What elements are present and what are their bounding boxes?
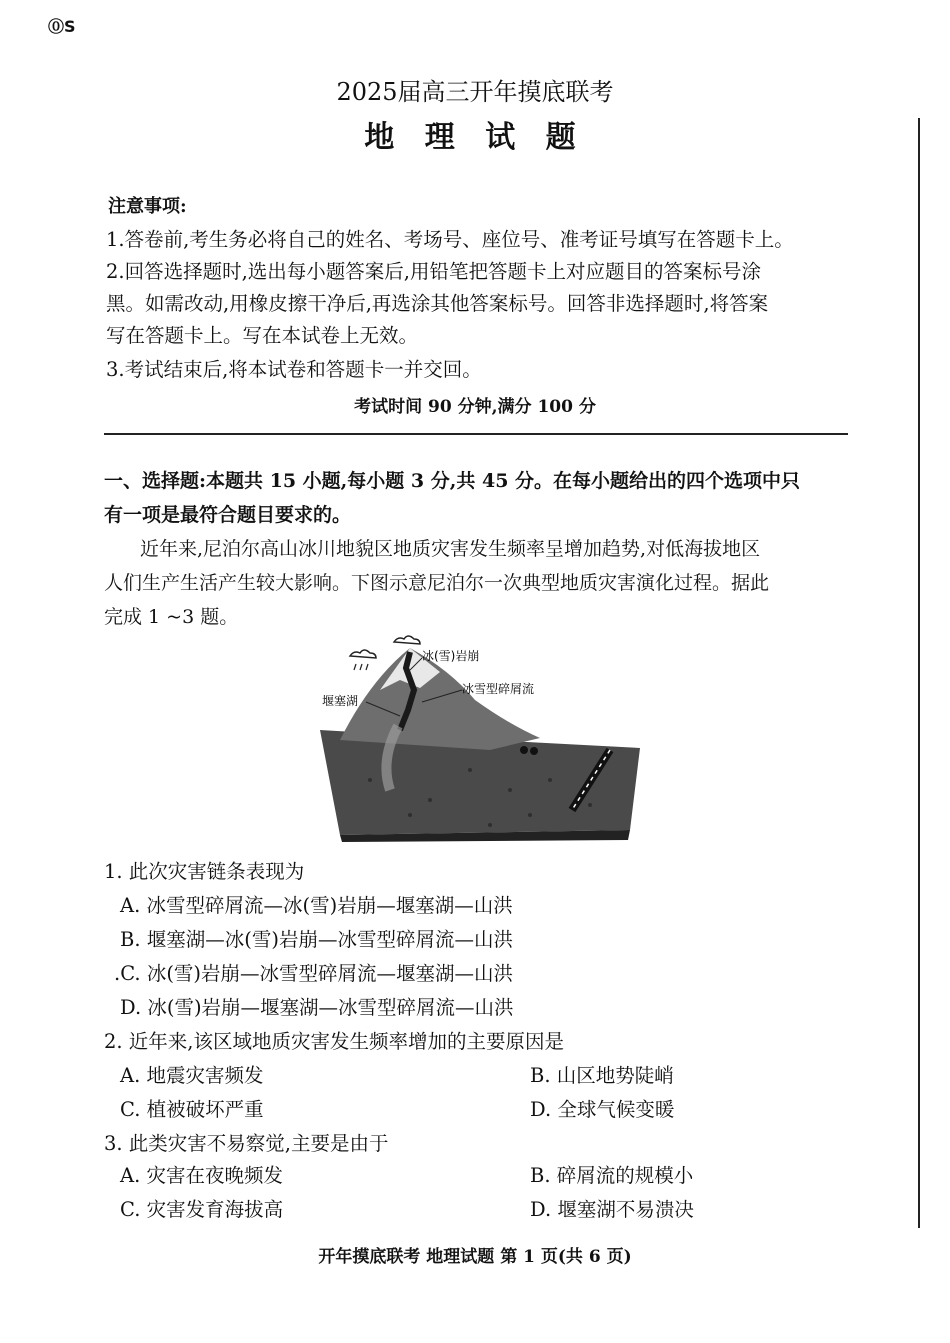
section-instructions: 一、选择题:本题共 15 小题,每小题 3 分,共 45 分。在每小题给出的四个选项中只 xyxy=(104,470,801,492)
disaster-evolution-figure xyxy=(310,630,650,842)
question-option: A. 地震灾害频发 xyxy=(120,1064,264,1087)
question-option: B. 堰塞湖—冰(雪)岩崩—冰雪型碎屑流—山洪 xyxy=(120,928,513,951)
intro-paragraph-line: 人们生产生活产生较大影响。下图示意尼泊尔一次典型地质灾害演化过程。据此 xyxy=(104,572,770,594)
question-option: B. 碎屑流的规模小 xyxy=(530,1164,694,1187)
notice-line: 1.答卷前,考生务必将自己的姓名、考场号、座位号、准考证号填写在答题卡上。 xyxy=(106,228,794,251)
question-option: A. 冰雪型碎屑流—冰(雪)岩崩—堰塞湖—山洪 xyxy=(120,894,513,917)
label-ice-rock-avalanche: 冰(雪)岩崩 xyxy=(422,649,480,663)
corner-logo-mark: ⓪S xyxy=(48,17,76,36)
page-footer: 开年摸底联考 地理试题 第 1 页(共 6 页) xyxy=(318,1247,632,1267)
question-option: D. 冰(雪)岩崩—堰塞湖—冰雪型碎屑流—山洪 xyxy=(120,996,514,1019)
mountain-shape xyxy=(340,648,540,750)
question-option: C. 灾害发育海拔高 xyxy=(120,1198,284,1221)
question-option: B. 山区地势陡峭 xyxy=(530,1064,674,1087)
section-divider xyxy=(104,433,848,435)
intro-paragraph-line: 完成 1 ~3 题。 xyxy=(104,606,239,628)
notice-line: 黑。如需改动,用橡皮擦干净后,再选涂其他答案标号。回答非选择题时,将答案 xyxy=(106,292,769,315)
section-instructions: 有一项是最符合题目要求的。 xyxy=(104,504,352,526)
question-stem: 2. 近年来,该区域地质灾害发生频率增加的主要原因是 xyxy=(104,1030,565,1053)
question-option: C. 植被破坏严重 xyxy=(120,1098,264,1121)
question-stem: 3. 此类灾害不易察觉,主要是由于 xyxy=(104,1132,389,1155)
cloud-icon xyxy=(394,636,420,644)
subject-title: 地 理 试 题 xyxy=(364,120,586,155)
exam-title: 2025届高三开年摸底联考 xyxy=(336,78,614,106)
question-stem: 1. 此次灾害链条表现为 xyxy=(104,860,305,883)
cloud-icon xyxy=(350,650,376,670)
exam-time-line: 考试时间 90 分钟,满分 100 分 xyxy=(354,397,596,417)
notice-heading: 注意事项: xyxy=(108,196,187,217)
question-option: D. 堰塞湖不易溃决 xyxy=(530,1198,694,1221)
question-option: D. 全球气候变暖 xyxy=(530,1098,675,1121)
question-option: .C. 冰(雪)岩崩—冰雪型碎屑流—堰塞湖—山洪 xyxy=(114,962,514,985)
notice-line: 2.回答选择题时,选出每小题答案后,用铅笔把答题卡上对应题目的答案标号涂 xyxy=(106,260,762,283)
right-margin-rule xyxy=(918,118,920,1228)
intro-paragraph-line: 近年来,尼泊尔高山冰川地貌区地质灾害发生频率呈增加趋势,对低海拔地区 xyxy=(140,538,761,560)
label-debris-flow: 冰雪型碎屑流 xyxy=(462,682,535,696)
notice-line: 3.考试结束后,将本试卷和答题卡一并交回。 xyxy=(106,358,482,381)
question-option: A. 灾害在夜晚频发 xyxy=(120,1164,283,1187)
notice-line: 写在答题卡上。写在本试卷上无效。 xyxy=(106,324,419,347)
label-dammed-lake: 堰塞湖 xyxy=(322,694,359,708)
